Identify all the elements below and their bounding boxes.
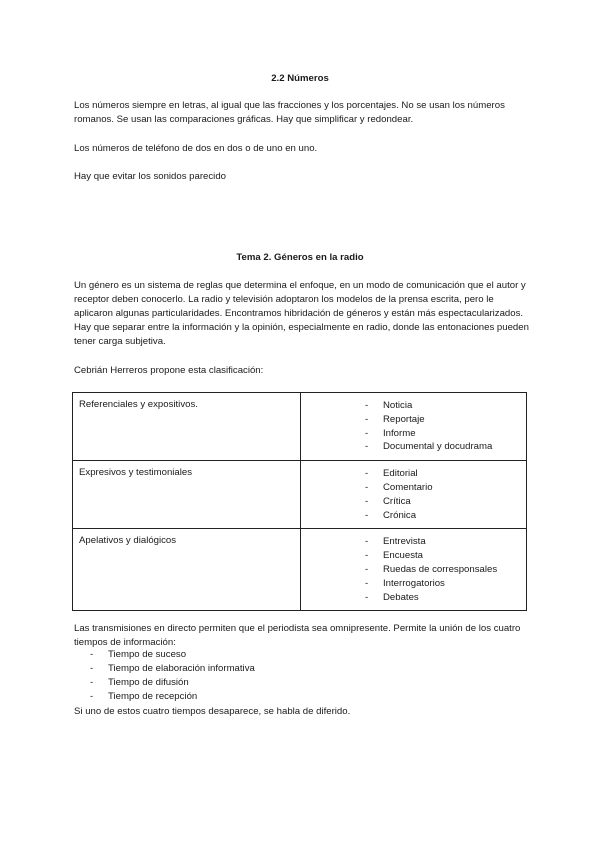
list-item: - Crónica — [365, 509, 520, 523]
list-item: - Ruedas de corresponsales — [365, 563, 520, 577]
table-items-cell — [301, 461, 527, 529]
list-item: - Editorial — [365, 467, 520, 481]
list-item: - Comentario — [365, 481, 520, 495]
list-item: - Interrogatorios — [365, 577, 520, 591]
paragraph-numeros-1: Los números siempre en letras, al igual que las fracciones y los porcentajes. No se usan los números romanos. Se usan las comparaciones gráficas. Hay que simplificar y redondear. — [74, 100, 505, 125]
paragraph-numeros-3: Hay que evitar los sonidos parecido — [74, 171, 226, 182]
list-item: - Crítica — [365, 495, 520, 509]
list-item: - Debates — [365, 591, 520, 605]
list-item: - Tiempo de suceso — [88, 648, 255, 662]
table-items-cell — [301, 393, 527, 461]
table-items-cell — [301, 529, 527, 611]
table-category: Expresivos y testimoniales — [73, 461, 301, 529]
paragraph-numeros-2: Los números de teléfono de dos en dos o de uno en uno. — [74, 143, 318, 154]
list-item: - Reportaje — [365, 413, 520, 427]
section-title-numeros: 2.2 Números — [271, 73, 329, 84]
list-item: - Entrevista — [365, 535, 520, 549]
list-item: - Tiempo de difusión — [88, 676, 255, 690]
list-item: - Encuesta — [365, 549, 520, 563]
list-item: - Tiempo de recepción — [88, 690, 255, 704]
table-category: Apelativos y dialógicos — [73, 529, 301, 611]
table-row — [73, 393, 527, 461]
table-category: Referenciales y expositivos. — [73, 393, 301, 461]
list-item: - Tiempo de elaboración informativa — [88, 662, 255, 676]
time-list — [88, 648, 255, 704]
paragraph-generos-2: Cebrián Herreros propone esta clasificación: — [74, 365, 264, 376]
table-row — [73, 529, 527, 611]
paragraph-generos-1: Un género es un sistema de reglas que determina el enfoque, en un modo de comunicación que el autor y receptor deben conocerlo. La radio y televisión adoptaron los modelos de la prensa escrita, pero le aplicaron algunas particularidades. Encontramos hibridación de géneros y están más espectacularizados. Hay que separar entre la información y la opinión, especialmente en radio, donde las entonaciones pueden tener carga subjetiva. — [74, 280, 529, 347]
list-item: - Documental y docudrama — [365, 440, 520, 454]
list-item: - Noticia — [365, 399, 520, 413]
section-title-generos: Tema 2. Géneros en la radio — [236, 252, 364, 263]
list-item: - Informe — [365, 427, 520, 441]
paragraph-generos-4: Si uno de estos cuatro tiempos desaparece, se habla de diferido. — [74, 706, 351, 717]
classification-table — [72, 392, 527, 611]
paragraph-generos-3: Las transmisiones en directo permiten que el periodista sea omnipresente. Permite la unión de los cuatro tiempos de información: — [74, 623, 521, 648]
table-row — [73, 461, 527, 529]
